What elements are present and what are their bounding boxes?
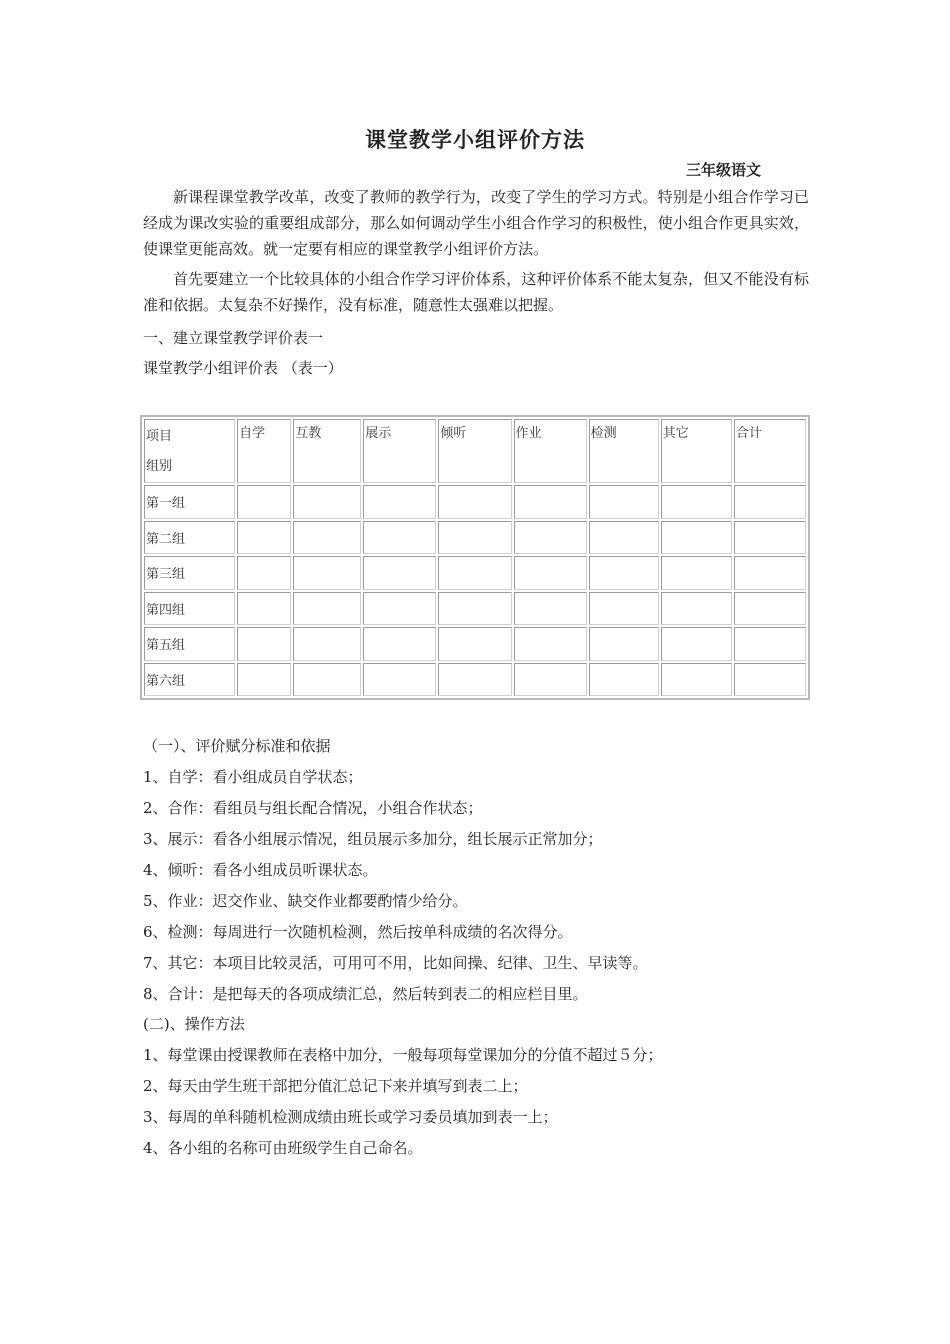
score-cell — [514, 663, 587, 697]
score-cell — [293, 485, 361, 519]
criteria-item: 4、倾听：看各小组成员听课状态。 — [143, 861, 378, 879]
score-cell — [661, 521, 732, 555]
score-cell — [293, 627, 361, 661]
table-row — [144, 521, 806, 555]
score-cell — [734, 592, 806, 626]
score-cell — [589, 627, 659, 661]
score-cell — [438, 627, 511, 661]
score-cell — [589, 521, 659, 555]
column-header: 自学 — [237, 419, 291, 483]
score-cell — [363, 663, 436, 697]
score-cell — [237, 663, 291, 697]
score-cell — [438, 663, 511, 697]
score-cell — [514, 556, 587, 590]
score-cell — [514, 521, 587, 555]
score-cell — [514, 485, 587, 519]
criteria-item: 2、合作：看组员与组长配合情况，小组合作状态； — [143, 799, 483, 817]
operations-heading: (二)、操作方法 — [143, 1015, 245, 1033]
document-title: 课堂教学小组评价方法 — [365, 127, 585, 152]
evaluation-table — [140, 415, 810, 700]
row-label: 第六组 — [144, 663, 235, 697]
header-group-label: 组别 — [146, 459, 173, 474]
score-cell — [661, 627, 732, 661]
table-header-row — [144, 419, 806, 483]
criteria-item: 6、检测：每周进行一次随机检测，然后按单科成绩的名次得分。 — [143, 923, 573, 941]
score-cell — [293, 592, 361, 626]
score-cell — [734, 663, 806, 697]
score-cell — [237, 485, 291, 519]
score-cell — [589, 485, 659, 519]
table-row — [144, 485, 806, 519]
row-label: 第四组 — [144, 592, 235, 626]
score-cell — [438, 592, 511, 626]
row-label: 第二组 — [144, 521, 235, 555]
score-cell — [438, 521, 511, 555]
score-cell — [514, 627, 587, 661]
score-cell — [237, 627, 291, 661]
table-row — [144, 592, 806, 626]
table-row — [144, 663, 806, 697]
operations-item: 3、每周的单科随机检测成绩由班长或学习委员填加到表一上； — [143, 1108, 558, 1126]
column-header: 合计 — [734, 419, 806, 483]
table-caption: 课堂教学小组评价表 （表一） — [143, 359, 343, 377]
score-cell — [589, 556, 659, 590]
column-header: 其它 — [661, 419, 732, 483]
column-header: 作业 — [514, 419, 587, 483]
document-subtitle: 三年级语文 — [686, 161, 762, 179]
column-header: 检测 — [589, 419, 659, 483]
score-cell — [363, 627, 436, 661]
score-cell — [734, 627, 806, 661]
operations-item: 1、每堂课由授课教师在表格中加分，一般每项每堂课加分的分值不超过５分； — [143, 1046, 663, 1064]
score-cell — [237, 521, 291, 555]
score-cell — [363, 592, 436, 626]
score-cell — [293, 521, 361, 555]
score-cell — [438, 485, 511, 519]
criteria-item: 1、自学：看小组成员自学状态； — [143, 768, 363, 786]
score-cell — [661, 592, 732, 626]
section-heading: 一、建立课堂教学评价表一 — [143, 329, 324, 347]
intro-paragraph: 新课程课堂教学改革，改变了教师的教学行为，改变了学生的学习方式。特别是小组合作学习已经成为课改实验的重要组成部分，那么如何调动学生小组合作学习的积极性，使小组合作更具实效，使课堂更能高效。就一定要有相应的课堂教学小组评价方法。 — [143, 188, 809, 258]
operations-item: 4、各小组的名称可由班级学生自己命名。 — [143, 1139, 423, 1157]
score-cell — [293, 556, 361, 590]
score-cell — [237, 556, 291, 590]
row-label: 第一组 — [144, 485, 235, 519]
score-cell — [661, 485, 732, 519]
score-cell — [293, 663, 361, 697]
row-label: 第三组 — [144, 556, 235, 590]
score-cell — [734, 485, 806, 519]
score-cell — [589, 663, 659, 697]
score-cell — [438, 556, 511, 590]
operations-item: 2、每天由学生班干部把分值汇总记下来并填写到表二上； — [143, 1077, 528, 1095]
column-header: 倾听 — [438, 419, 511, 483]
criteria-item: 8、合计：是把每天的各项成绩汇总，然后转到表二的相应栏目里。 — [143, 985, 588, 1003]
criteria-item: 5、作业：迟交作业、缺交作业都要酌情少给分。 — [143, 892, 468, 910]
table-row — [144, 556, 806, 590]
score-cell — [734, 521, 806, 555]
column-header: 展示 — [363, 419, 436, 483]
header-corner-cell — [144, 419, 235, 483]
score-cell — [237, 592, 291, 626]
score-cell — [363, 556, 436, 590]
score-cell — [661, 663, 732, 697]
score-cell — [363, 521, 436, 555]
criteria-item: 7、其它：本项目比较灵活，可用可不用，比如间操、纪律、卫生、早读等。 — [143, 954, 648, 972]
score-cell — [514, 592, 587, 626]
row-label: 第五组 — [144, 627, 235, 661]
header-project-label: 项目 — [146, 429, 173, 444]
criteria-item: 3、展示：看各小组展示情况，组员展示多加分，组长展示正常加分； — [143, 830, 603, 848]
system-paragraph: 首先要建立一个比较具体的小组合作学习评价体系，这种评价体系不能太复杂，但又不能没有标准和依据。太复杂不好操作，没有标准，随意性太强难以把握。 — [143, 270, 809, 314]
score-cell — [363, 485, 436, 519]
criteria-heading: （一）、评价赋分标准和依据 — [143, 737, 331, 755]
score-cell — [589, 592, 659, 626]
table-row — [144, 627, 806, 661]
score-cell — [734, 556, 806, 590]
score-cell — [661, 556, 732, 590]
column-header: 互教 — [293, 419, 361, 483]
